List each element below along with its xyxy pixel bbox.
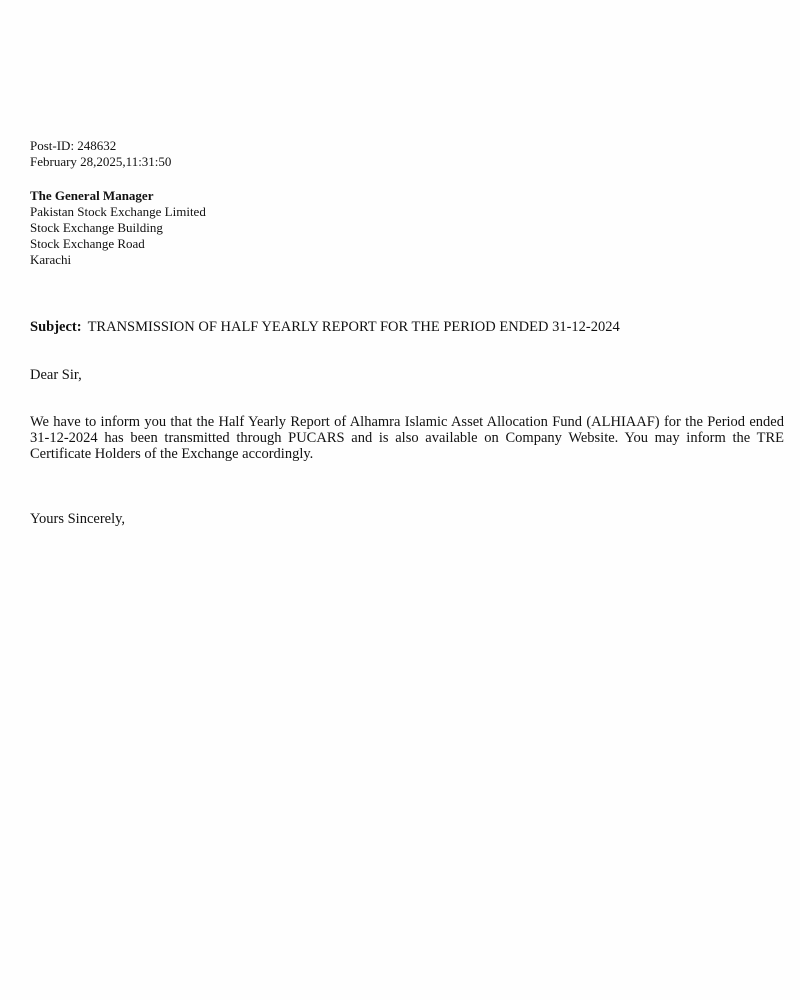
subject-line — [30, 318, 620, 336]
post-datetime: February 28,2025,11:31:50 — [30, 154, 172, 169]
addressee-line-2: Stock Exchange Building — [30, 220, 163, 235]
addressee-name: The General Manager — [30, 188, 154, 203]
letter-meta — [30, 138, 171, 170]
addressee-line-1: Pakistan Stock Exchange Limited — [30, 204, 206, 219]
addressee-block — [30, 188, 206, 268]
subject-text: TRANSMISSION OF HALF YEARLY REPORT FOR THE PERIOD ENDED 31-12-2024 — [87, 319, 620, 335]
subject-label: Subject: — [30, 319, 82, 335]
addressee-line-3: Stock Exchange Road — [30, 236, 145, 251]
closing: Yours Sincerely, — [30, 511, 126, 527]
letter-body: We have to inform you that the Half Yearly Report of Alhamra Islamic Asset Allocation Fund (ALHIAAF) for the Period ended 31-12-2024 has been transmitted through PUCARS and is also available on Company Website. You may inform the TRE Certificate Holders of the Exchange accordingly. — [30, 414, 784, 462]
salutation: Dear Sir, — [30, 367, 82, 383]
post-id: Post-ID: 248632 — [30, 138, 117, 153]
addressee-line-4: Karachi — [30, 252, 72, 267]
